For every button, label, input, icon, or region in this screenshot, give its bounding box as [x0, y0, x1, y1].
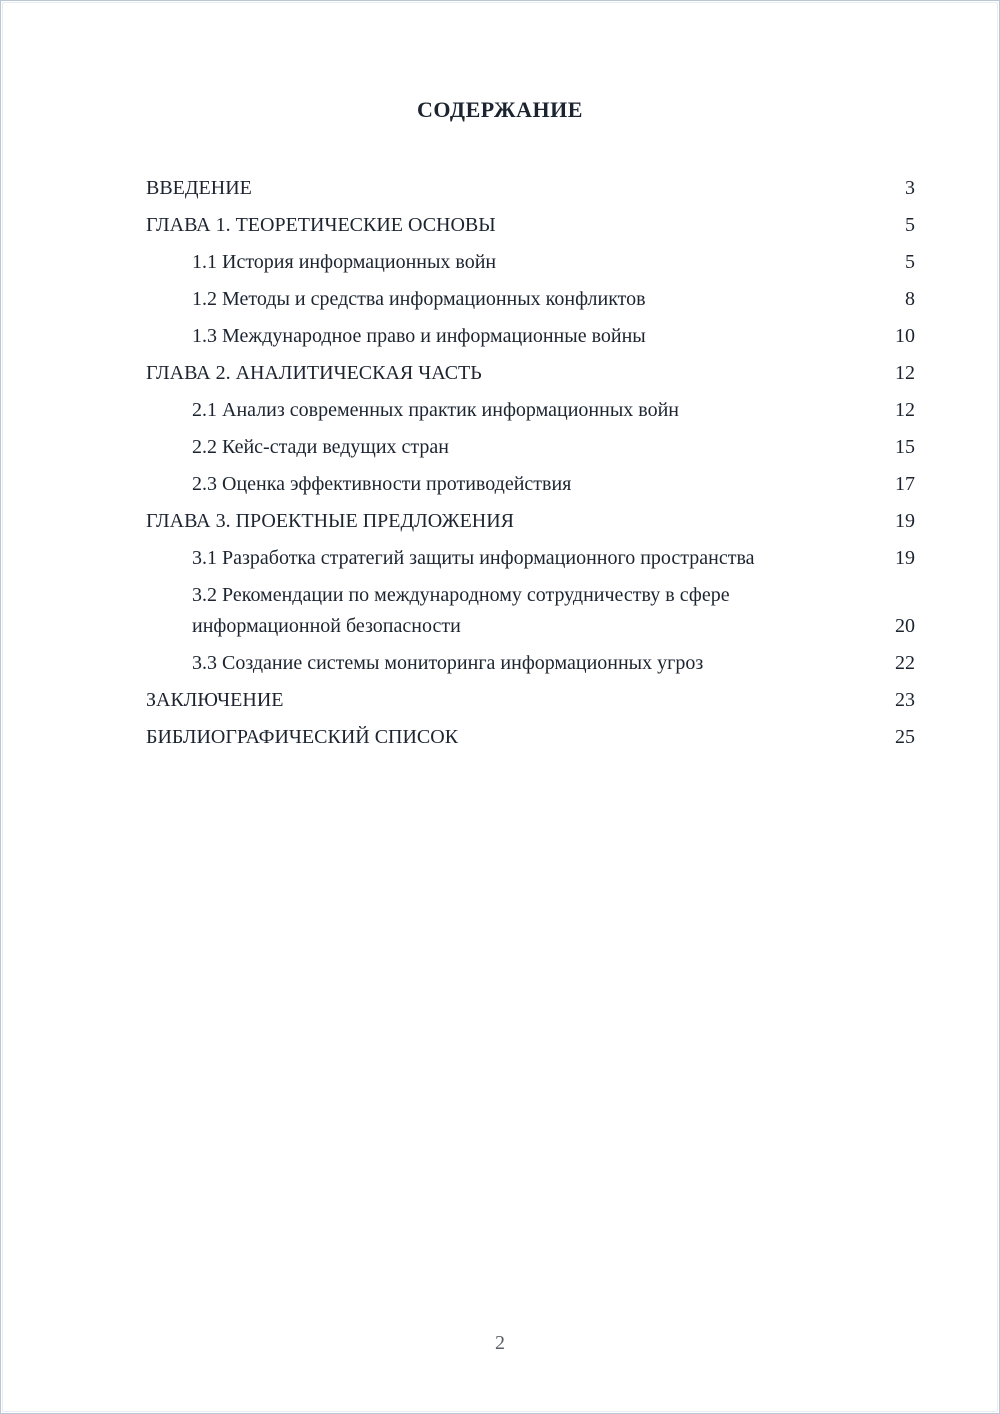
toc-entry-page: 10	[895, 325, 915, 347]
toc-entry-label: ЗАКЛЮЧЕНИЕ	[146, 689, 284, 711]
toc-entry	[146, 173, 915, 204]
toc-entry-page: 25	[895, 726, 915, 748]
toc-entry	[146, 506, 915, 537]
toc-entry-label: 1.2 Методы и средства информационных конфликтов	[192, 288, 646, 310]
toc-entry-label: 3.1 Разработка стратегий защиты информационного пространства	[192, 547, 755, 569]
toc-entry-page: 19	[895, 510, 915, 532]
toc-entry-label: 3.2 Рекомендации по международному сотрудничеству в сфере информационной безопасности	[192, 584, 730, 637]
toc-entry-page: 3	[905, 177, 915, 199]
toc-entry-label: ГЛАВА 1. ТЕОРЕТИЧЕСКИЕ ОСНОВЫ	[146, 214, 496, 236]
toc-entry-page: 20	[895, 615, 915, 637]
toc-entry-label: 2.1 Анализ современных практик информационных войн	[192, 399, 679, 421]
toc-entry-label: ГЛАВА 2. АНАЛИТИЧЕСКАЯ ЧАСТЬ	[146, 362, 482, 384]
toc-entry-page: 5	[905, 214, 915, 236]
toc-entry-page: 15	[895, 436, 915, 458]
toc-entry-page: 12	[895, 362, 915, 384]
toc-entry	[146, 395, 915, 426]
page-title: СОДЕРЖАНИЕ	[417, 97, 583, 122]
toc-entry-label: 1.3 Международное право и информационные войны	[192, 325, 646, 347]
toc-entry	[146, 648, 915, 679]
toc-entry-label: БИБЛИОГРАФИЧЕСКИЙ СПИСОК	[146, 726, 459, 748]
toc-entry-page: 17	[895, 473, 915, 495]
toc-entry-label: ГЛАВА 3. ПРОЕКТНЫЕ ПРЕДЛОЖЕНИЯ	[146, 510, 515, 532]
toc-entry	[146, 247, 915, 278]
toc-entry-page: 22	[895, 652, 915, 674]
toc-entry-page: 5	[905, 251, 915, 273]
table-of-contents	[146, 173, 915, 753]
toc-entry-label: 3.3 Создание системы мониторинга информационных угроз	[192, 652, 704, 674]
page-number: 2	[495, 1332, 505, 1354]
toc-entry-page: 19	[895, 547, 915, 569]
toc-entry-label: 2.2 Кейс-стади ведущих стран	[192, 436, 449, 458]
toc-entry	[146, 358, 915, 389]
toc-entry-page: 23	[895, 689, 915, 711]
toc-entry-label: 2.3 Оценка эффективности противодействия	[192, 473, 572, 495]
toc-entry-label: 1.1 История информационных войн	[192, 251, 497, 273]
toc-entry-label: ВВЕДЕНИЕ	[146, 177, 252, 199]
toc-entry	[146, 321, 915, 352]
toc-entry-page: 8	[905, 288, 915, 310]
toc-entry	[146, 722, 915, 753]
toc-entry-page: 12	[895, 399, 915, 421]
toc-entry	[146, 543, 915, 574]
toc-entry	[146, 432, 915, 463]
toc-entry	[146, 685, 915, 716]
toc-entry	[146, 580, 915, 642]
toc-entry	[146, 284, 915, 315]
toc-entry	[146, 469, 915, 500]
toc-entry	[146, 210, 915, 241]
